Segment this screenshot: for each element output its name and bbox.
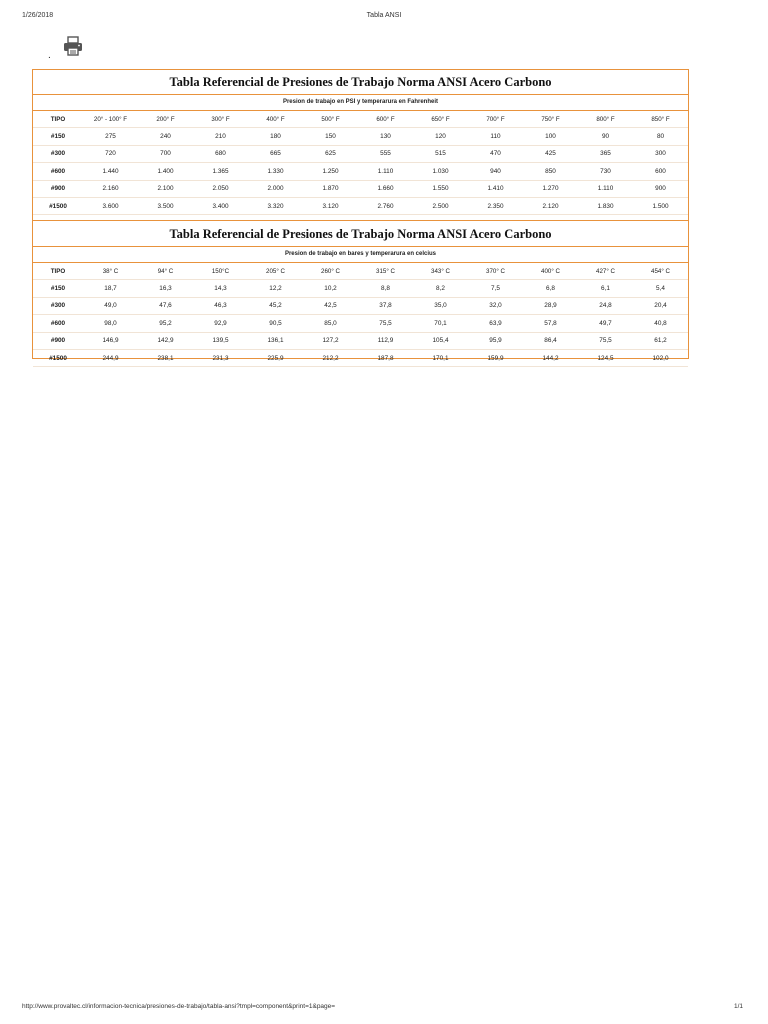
- table-cell: 95,9: [468, 332, 523, 349]
- table-cell: 6,1: [578, 280, 633, 297]
- table-cell: 1.365: [193, 163, 248, 180]
- table-cell: 1.110: [358, 163, 413, 180]
- table-cell: 3.320: [248, 197, 303, 214]
- footer-url: http://www.provaltec.cl/informacion-tecnica/presiones-de-trabajo/tabla-ansi?tmpl=component&print=1&page=: [22, 1003, 336, 1010]
- table-row: [33, 180, 688, 197]
- table-cell: 20,4: [633, 297, 688, 314]
- table-cell: 80: [633, 128, 688, 145]
- table-cell: 244,9: [83, 349, 138, 366]
- table-row: [33, 297, 688, 314]
- table-cell: 515: [413, 145, 468, 162]
- table-cell: 47,6: [138, 297, 193, 314]
- table-row: [33, 128, 688, 145]
- table-cell: 850: [523, 163, 578, 180]
- table-cell: 187,8: [358, 349, 413, 366]
- table-cell: 42,5: [303, 297, 358, 314]
- row-label: #1500: [33, 197, 83, 214]
- table-cell: 100: [523, 128, 578, 145]
- column-header: 500° F: [303, 111, 358, 128]
- table-cell: 3.600: [83, 197, 138, 214]
- table-cell: 124,5: [578, 349, 633, 366]
- table-cell: 1.400: [138, 163, 193, 180]
- table-cell: 212,2: [303, 349, 358, 366]
- pressure-table-bar: [33, 263, 688, 367]
- table-cell: 63,9: [468, 315, 523, 332]
- table-cell: 16,3: [138, 280, 193, 297]
- table-cell: 625: [303, 145, 358, 162]
- table-cell: 18,7: [83, 280, 138, 297]
- table-cell: 2.760: [358, 197, 413, 214]
- table-cell: 75,5: [578, 332, 633, 349]
- table-cell: 2.350: [468, 197, 523, 214]
- table-cell: 1.550: [413, 180, 468, 197]
- column-header: 370° C: [468, 263, 523, 280]
- table-cell: 28,9: [523, 297, 578, 314]
- table-cell: 35,0: [413, 297, 468, 314]
- table-cell: 1.110: [578, 180, 633, 197]
- table-cell: 92,9: [193, 315, 248, 332]
- column-header: 300° F: [193, 111, 248, 128]
- table-cell: 110: [468, 128, 523, 145]
- row-label: #300: [33, 297, 83, 314]
- print-date: 1/26/2018: [22, 12, 54, 19]
- table-cell: 2.100: [138, 180, 193, 197]
- table-cell: 40,8: [633, 315, 688, 332]
- column-header: 400° F: [248, 111, 303, 128]
- table-cell: 85,0: [303, 315, 358, 332]
- column-header: 150°C: [193, 263, 248, 280]
- pressure-table-psi: [33, 111, 688, 215]
- column-header: 94° C: [138, 263, 193, 280]
- column-header: 650° F: [413, 111, 468, 128]
- table-cell: 136,1: [248, 332, 303, 349]
- column-header: 454° C: [633, 263, 688, 280]
- table-subtitle: Presion de trabajo en bares y temperarura en celcius: [33, 247, 688, 263]
- table-cell: 2.160: [83, 180, 138, 197]
- table-row: [33, 163, 688, 180]
- row-label: #150: [33, 280, 83, 297]
- table-cell: 425: [523, 145, 578, 162]
- table-cell: 144,2: [523, 349, 578, 366]
- table-cell: 3.500: [138, 197, 193, 214]
- table-cell: 940: [468, 163, 523, 180]
- table-cell: 70,1: [413, 315, 468, 332]
- page-header-title: Tabla ANSI: [366, 12, 402, 19]
- document-sheet: [32, 69, 689, 362]
- table-cell: 14,3: [193, 280, 248, 297]
- row-label: #1500: [33, 349, 83, 366]
- table-cell: 365: [578, 145, 633, 162]
- table-cell: 210: [193, 128, 248, 145]
- table-row: [33, 332, 688, 349]
- row-label: #600: [33, 163, 83, 180]
- table-cell: 300: [633, 145, 688, 162]
- column-header: 750° F: [523, 111, 578, 128]
- table-cell: 225,9: [248, 349, 303, 366]
- table-cell: 130: [358, 128, 413, 145]
- row-label: #600: [33, 315, 83, 332]
- table-cell: 102,0: [633, 349, 688, 366]
- table-cell: 1.330: [248, 163, 303, 180]
- table-cell: 95,2: [138, 315, 193, 332]
- table-cell: 2.050: [193, 180, 248, 197]
- table-cell: 8,2: [413, 280, 468, 297]
- table-cell: 120: [413, 128, 468, 145]
- column-header: 600° F: [358, 111, 413, 128]
- table-row: [33, 349, 688, 366]
- row-label: #300: [33, 145, 83, 162]
- row-label: #150: [33, 128, 83, 145]
- table-cell: 127,2: [303, 332, 358, 349]
- table-cell: 1.410: [468, 180, 523, 197]
- table-title: Tabla Referencial de Presiones de Trabajo Norma ANSI Acero Carbono: [33, 70, 688, 95]
- table-cell: 170,1: [413, 349, 468, 366]
- table-cell: 1.270: [523, 180, 578, 197]
- table-cell: 8,8: [358, 280, 413, 297]
- table-cell: 2.500: [413, 197, 468, 214]
- table-cell: 10,2: [303, 280, 358, 297]
- table-cell: 180: [248, 128, 303, 145]
- table-cell: 2.120: [523, 197, 578, 214]
- table-cell: 24,8: [578, 297, 633, 314]
- table-cell: 46,3: [193, 297, 248, 314]
- column-header: 427° C: [578, 263, 633, 280]
- table-cell: 37,8: [358, 297, 413, 314]
- table-cell: 555: [358, 145, 413, 162]
- column-header: TIPO: [33, 111, 83, 128]
- table-row: [33, 197, 688, 214]
- table-cell: 1.500: [633, 197, 688, 214]
- column-header: 38° C: [83, 263, 138, 280]
- table-cell: 1.250: [303, 163, 358, 180]
- table-cell: 238,1: [138, 349, 193, 366]
- table-cell: 61,2: [633, 332, 688, 349]
- table-cell: 150: [303, 128, 358, 145]
- column-header: 800° F: [578, 111, 633, 128]
- table-cell: 720: [83, 145, 138, 162]
- column-header: TIPO: [33, 263, 83, 280]
- table-cell: 680: [193, 145, 248, 162]
- table-cell: 470: [468, 145, 523, 162]
- table-cell: 105,4: [413, 332, 468, 349]
- bullet-dot: .: [48, 50, 51, 61]
- table-cell: 730: [578, 163, 633, 180]
- column-header: 200° F: [138, 111, 193, 128]
- column-header: 260° C: [303, 263, 358, 280]
- table-cell: 32,0: [468, 297, 523, 314]
- table-cell: 159,9: [468, 349, 523, 366]
- table-cell: 275: [83, 128, 138, 145]
- table-cell: 240: [138, 128, 193, 145]
- table-subtitle: Presion de trabajo en PSI y temperarura en Fahrenheit: [33, 95, 688, 111]
- table-cell: 1.830: [578, 197, 633, 214]
- column-header: 20° - 100° F: [83, 111, 138, 128]
- print-button[interactable]: [62, 35, 84, 57]
- table-cell: 6,8: [523, 280, 578, 297]
- print-icon: [62, 35, 84, 57]
- table-cell: 146,9: [83, 332, 138, 349]
- table-cell: 90,5: [248, 315, 303, 332]
- table-cell: 900: [633, 180, 688, 197]
- table-cell: 112,9: [358, 332, 413, 349]
- table-row: [33, 315, 688, 332]
- row-label: #900: [33, 180, 83, 197]
- column-header: 700° F: [468, 111, 523, 128]
- table-cell: 90: [578, 128, 633, 145]
- table-cell: 86,4: [523, 332, 578, 349]
- column-header: 850° F: [633, 111, 688, 128]
- table-cell: 98,0: [83, 315, 138, 332]
- table-cell: 3.400: [193, 197, 248, 214]
- table-row: [33, 280, 688, 297]
- table-cell: 139,5: [193, 332, 248, 349]
- section-divider: [33, 220, 688, 221]
- table-cell: 7,5: [468, 280, 523, 297]
- table-header-row: [33, 263, 688, 280]
- table-cell: 1.870: [303, 180, 358, 197]
- table-cell: 2.000: [248, 180, 303, 197]
- table-cell: 142,9: [138, 332, 193, 349]
- table-row: [33, 145, 688, 162]
- table-cell: 49,7: [578, 315, 633, 332]
- table-title: Tabla Referencial de Presiones de Trabajo Norma ANSI Acero Carbono: [33, 222, 688, 247]
- table-cell: 75,5: [358, 315, 413, 332]
- table-cell: 5,4: [633, 280, 688, 297]
- table-cell: 665: [248, 145, 303, 162]
- column-header: 343° C: [413, 263, 468, 280]
- column-header: 315° C: [358, 263, 413, 280]
- column-header: 400° C: [523, 263, 578, 280]
- table-cell: 3.120: [303, 197, 358, 214]
- table-cell: 1.440: [83, 163, 138, 180]
- table-cell: 1.660: [358, 180, 413, 197]
- table-cell: 700: [138, 145, 193, 162]
- column-header: 205° C: [248, 263, 303, 280]
- table-cell: 231,3: [193, 349, 248, 366]
- table-cell: 600: [633, 163, 688, 180]
- row-label: #900: [33, 332, 83, 349]
- table-cell: 1.030: [413, 163, 468, 180]
- footer-page-number: 1/1: [733, 1003, 743, 1010]
- table-cell: 12,2: [248, 280, 303, 297]
- table-cell: 57,8: [523, 315, 578, 332]
- table-header-row: [33, 111, 688, 128]
- table-cell: 45,2: [248, 297, 303, 314]
- table-cell: 49,0: [83, 297, 138, 314]
